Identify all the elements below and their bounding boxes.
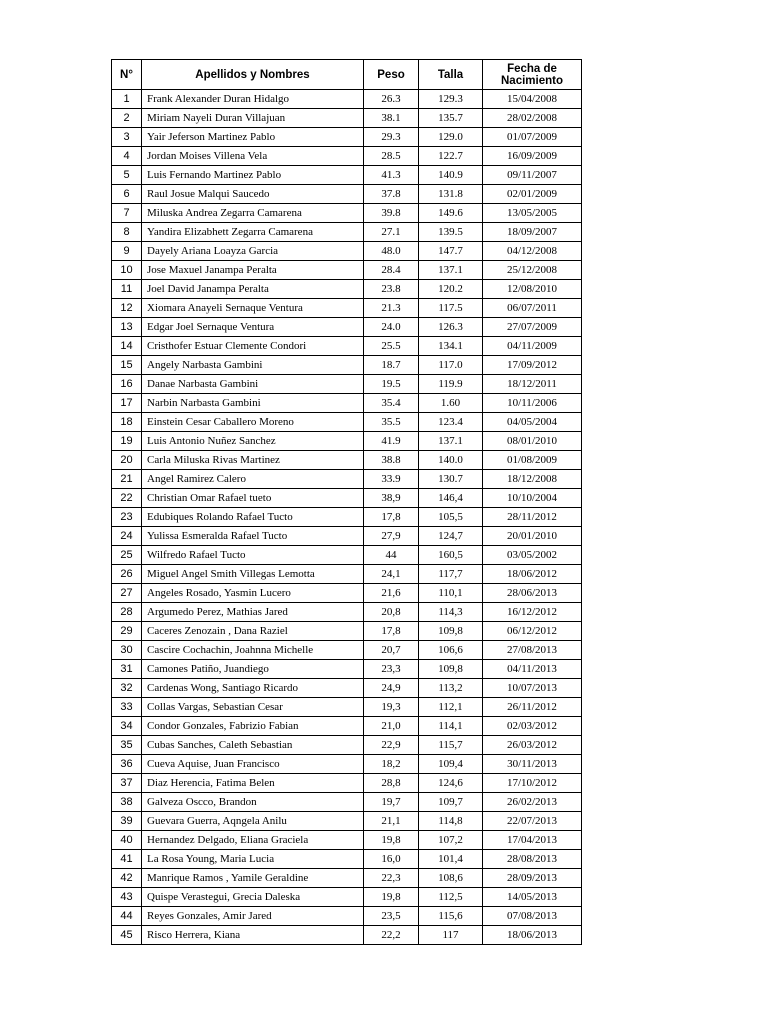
table-row (112, 261, 582, 280)
height-value: 124,7 (419, 527, 483, 546)
table-row (112, 223, 582, 242)
weight-value: 41.3 (364, 166, 419, 185)
height-value: 119.9 (419, 375, 483, 394)
table-row (112, 565, 582, 584)
table-row (112, 90, 582, 109)
row-number: 44 (112, 907, 142, 926)
student-name: Argumedo Perez, Mathias Jared (142, 603, 364, 622)
table-row (112, 109, 582, 128)
birth-date-value: 17/10/2012 (483, 774, 582, 793)
row-number: 8 (112, 223, 142, 242)
table-body (112, 90, 582, 945)
row-number: 25 (112, 546, 142, 565)
row-number: 26 (112, 565, 142, 584)
weight-value: 19,8 (364, 831, 419, 850)
header-height: Talla (419, 60, 483, 90)
table-row (112, 774, 582, 793)
row-number: 34 (112, 717, 142, 736)
height-value: 108,6 (419, 869, 483, 888)
birth-date-value: 30/11/2013 (483, 755, 582, 774)
height-value: 126.3 (419, 318, 483, 337)
birth-date-value: 07/08/2013 (483, 907, 582, 926)
birth-date-value: 06/07/2011 (483, 299, 582, 318)
height-value: 140.0 (419, 451, 483, 470)
row-number: 23 (112, 508, 142, 527)
student-name: Cubas Sanches, Caleth Sebastian (142, 736, 364, 755)
height-value: 109,7 (419, 793, 483, 812)
student-name: Reyes Gonzales, Amir Jared (142, 907, 364, 926)
birth-date-value: 22/07/2013 (483, 812, 582, 831)
birth-date-value: 26/11/2012 (483, 698, 582, 717)
weight-value: 20,7 (364, 641, 419, 660)
birth-date-value: 28/08/2013 (483, 850, 582, 869)
table-row (112, 622, 582, 641)
weight-value: 44 (364, 546, 419, 565)
weight-value: 18.7 (364, 356, 419, 375)
height-value: 114,8 (419, 812, 483, 831)
row-number: 40 (112, 831, 142, 850)
birth-date-value: 26/02/2013 (483, 793, 582, 812)
weight-value: 48.0 (364, 242, 419, 261)
student-name: Condor Gonzales, Fabrizio Fabian (142, 717, 364, 736)
height-value: 124,6 (419, 774, 483, 793)
height-value: 114,3 (419, 603, 483, 622)
student-name: Manrique Ramos , Yamile Geraldine (142, 869, 364, 888)
row-number: 15 (112, 356, 142, 375)
weight-value: 21.3 (364, 299, 419, 318)
student-name: Luis Fernando Martinez Pablo (142, 166, 364, 185)
birth-date-value: 09/11/2007 (483, 166, 582, 185)
weight-value: 20,8 (364, 603, 419, 622)
row-number: 11 (112, 280, 142, 299)
student-name: Danae Narbasta Gambini (142, 375, 364, 394)
birth-date-value: 18/06/2012 (483, 565, 582, 584)
weight-value: 35.5 (364, 413, 419, 432)
row-number: 31 (112, 660, 142, 679)
row-number: 18 (112, 413, 142, 432)
height-value: 117,7 (419, 565, 483, 584)
height-value: 117 (419, 926, 483, 945)
height-value: 139.5 (419, 223, 483, 242)
student-name: Edgar Joel Sernaque Ventura (142, 318, 364, 337)
birth-date-value: 20/01/2010 (483, 527, 582, 546)
height-value: 129.3 (419, 90, 483, 109)
height-value: 140.9 (419, 166, 483, 185)
student-name: Joel David Janampa Peralta (142, 280, 364, 299)
birth-date-value: 01/08/2009 (483, 451, 582, 470)
student-name: Christian Omar Rafael tueto (142, 489, 364, 508)
weight-value: 39.8 (364, 204, 419, 223)
table-row (112, 527, 582, 546)
table-row (112, 451, 582, 470)
weight-value: 24.0 (364, 318, 419, 337)
table-row (112, 432, 582, 451)
weight-value: 38.8 (364, 451, 419, 470)
weight-value: 35.4 (364, 394, 419, 413)
student-name: Luis Antonio Nuñez Sanchez (142, 432, 364, 451)
student-name: Einstein Cesar Caballero Moreno (142, 413, 364, 432)
row-number: 2 (112, 109, 142, 128)
student-name: Frank Alexander Duran Hidalgo (142, 90, 364, 109)
table-row (112, 850, 582, 869)
height-value: 129.0 (419, 128, 483, 147)
weight-value: 26.3 (364, 90, 419, 109)
row-number: 16 (112, 375, 142, 394)
weight-value: 23.8 (364, 280, 419, 299)
weight-value: 38.1 (364, 109, 419, 128)
student-name: Risco Herrera, Kiana (142, 926, 364, 945)
weight-value: 38,9 (364, 489, 419, 508)
row-number: 42 (112, 869, 142, 888)
student-name: Jordan Moises Villena Vela (142, 147, 364, 166)
row-number: 14 (112, 337, 142, 356)
row-number: 17 (112, 394, 142, 413)
birth-date-value: 28/09/2013 (483, 869, 582, 888)
table-row (112, 907, 582, 926)
row-number: 22 (112, 489, 142, 508)
student-name: Xiomara Anayeli Sernaque Ventura (142, 299, 364, 318)
weight-value: 28.4 (364, 261, 419, 280)
birth-date-value: 12/08/2010 (483, 280, 582, 299)
table-row (112, 698, 582, 717)
birth-date-value: 02/03/2012 (483, 717, 582, 736)
height-value: 135.7 (419, 109, 483, 128)
table-row (112, 147, 582, 166)
student-name: Yulissa Esmeralda Rafael Tucto (142, 527, 364, 546)
height-value: 109,4 (419, 755, 483, 774)
row-number: 29 (112, 622, 142, 641)
student-name: Jose Maxuel Janampa Peralta (142, 261, 364, 280)
weight-value: 37.8 (364, 185, 419, 204)
table-row (112, 755, 582, 774)
birth-date-value: 03/05/2002 (483, 546, 582, 565)
table-row (112, 204, 582, 223)
row-number: 24 (112, 527, 142, 546)
student-name: Cristhofer Estuar Clemente Condori (142, 337, 364, 356)
birth-date-value: 14/05/2013 (483, 888, 582, 907)
table-row (112, 356, 582, 375)
table-row (112, 660, 582, 679)
birth-date-value: 02/01/2009 (483, 185, 582, 204)
birth-date-value: 08/01/2010 (483, 432, 582, 451)
table-row (112, 717, 582, 736)
birth-date-value: 27/07/2009 (483, 318, 582, 337)
student-name: Cardenas Wong, Santiago Ricardo (142, 679, 364, 698)
birth-date-value: 18/09/2007 (483, 223, 582, 242)
table-row (112, 470, 582, 489)
student-name: Miluska Andrea Zegarra Camarena (142, 204, 364, 223)
student-name: Collas Vargas, Sebastian Cesar (142, 698, 364, 717)
row-number: 12 (112, 299, 142, 318)
table-row (112, 584, 582, 603)
table-row (112, 337, 582, 356)
birth-date-value: 16/09/2009 (483, 147, 582, 166)
weight-value: 28,8 (364, 774, 419, 793)
student-name: Guevara Guerra, Aqngela Anilu (142, 812, 364, 831)
table-row (112, 299, 582, 318)
row-number: 37 (112, 774, 142, 793)
student-name: Raul Josue Malqui Saucedo (142, 185, 364, 204)
weight-value: 19,7 (364, 793, 419, 812)
height-value: 114,1 (419, 717, 483, 736)
table-row (112, 489, 582, 508)
row-number: 10 (112, 261, 142, 280)
header-names: Apellidos y Nombres (142, 60, 364, 90)
table-row (112, 831, 582, 850)
weight-value: 23,3 (364, 660, 419, 679)
row-number: 5 (112, 166, 142, 185)
weight-value: 29.3 (364, 128, 419, 147)
birth-date-value: 04/11/2009 (483, 337, 582, 356)
table-row (112, 546, 582, 565)
table-row (112, 280, 582, 299)
weight-value: 17,8 (364, 508, 419, 527)
birth-date-value: 18/06/2013 (483, 926, 582, 945)
weight-value: 21,0 (364, 717, 419, 736)
row-number: 6 (112, 185, 142, 204)
row-number: 21 (112, 470, 142, 489)
height-value: 137.1 (419, 261, 483, 280)
table-row (112, 888, 582, 907)
header-number: N° (112, 60, 142, 90)
table-row (112, 375, 582, 394)
header-weight: Peso (364, 60, 419, 90)
student-name: Angeles Rosado, Yasmin Lucero (142, 584, 364, 603)
height-value: 105,5 (419, 508, 483, 527)
height-value: 134.1 (419, 337, 483, 356)
row-number: 32 (112, 679, 142, 698)
birth-date-value: 16/12/2012 (483, 603, 582, 622)
student-name: Caceres Zenozain , Dana Raziel (142, 622, 364, 641)
height-value: 146,4 (419, 489, 483, 508)
birth-date-value: 15/04/2008 (483, 90, 582, 109)
student-name: Cueva Aquise, Juan Francisco (142, 755, 364, 774)
student-roster-table (111, 59, 582, 945)
student-name: Wilfredo Rafael Tucto (142, 546, 364, 565)
student-name: Quispe Verastegui, Grecia Daleska (142, 888, 364, 907)
birth-date-value: 06/12/2012 (483, 622, 582, 641)
student-name: Miguel Angel Smith Villegas Lemotta (142, 565, 364, 584)
height-value: 106,6 (419, 641, 483, 660)
weight-value: 21,1 (364, 812, 419, 831)
birth-date-value: 17/09/2012 (483, 356, 582, 375)
birth-date-value: 13/05/2005 (483, 204, 582, 223)
height-value: 1.60 (419, 394, 483, 413)
weight-value: 17,8 (364, 622, 419, 641)
height-value: 123.4 (419, 413, 483, 432)
student-name: Angely Narbasta Gambini (142, 356, 364, 375)
table-row (112, 508, 582, 527)
weight-value: 19,8 (364, 888, 419, 907)
row-number: 1 (112, 90, 142, 109)
student-name: Galveza Oscco, Brandon (142, 793, 364, 812)
table-row (112, 926, 582, 945)
weight-value: 16,0 (364, 850, 419, 869)
height-value: 109,8 (419, 660, 483, 679)
birth-date-value: 04/12/2008 (483, 242, 582, 261)
weight-value: 33.9 (364, 470, 419, 489)
height-value: 117.0 (419, 356, 483, 375)
student-name: Diaz Herencia, Fatima Belen (142, 774, 364, 793)
row-number: 9 (112, 242, 142, 261)
row-number: 43 (112, 888, 142, 907)
weight-value: 22,9 (364, 736, 419, 755)
row-number: 3 (112, 128, 142, 147)
height-value: 122.7 (419, 147, 483, 166)
birth-date-value: 10/11/2006 (483, 394, 582, 413)
student-name: Narbin Narbasta Gambini (142, 394, 364, 413)
weight-value: 19.5 (364, 375, 419, 394)
row-number: 35 (112, 736, 142, 755)
table-row (112, 394, 582, 413)
weight-value: 24,1 (364, 565, 419, 584)
height-value: 160,5 (419, 546, 483, 565)
table-header (112, 60, 582, 90)
row-number: 20 (112, 451, 142, 470)
student-name: Edubiques Rolando Rafael Tucto (142, 508, 364, 527)
weight-value: 22,2 (364, 926, 419, 945)
height-value: 107,2 (419, 831, 483, 850)
height-value: 149.6 (419, 204, 483, 223)
birth-date-value: 25/12/2008 (483, 261, 582, 280)
weight-value: 27,9 (364, 527, 419, 546)
height-value: 101,4 (419, 850, 483, 869)
table-row (112, 242, 582, 261)
height-value: 147.7 (419, 242, 483, 261)
height-value: 117.5 (419, 299, 483, 318)
birth-date-value: 27/08/2013 (483, 641, 582, 660)
row-number: 39 (112, 812, 142, 831)
height-value: 115,7 (419, 736, 483, 755)
weight-value: 21,6 (364, 584, 419, 603)
birth-date-value: 10/10/2004 (483, 489, 582, 508)
table-row (112, 166, 582, 185)
birth-date-value: 17/04/2013 (483, 831, 582, 850)
weight-value: 22,3 (364, 869, 419, 888)
student-name: Hernandez Delgado, Eliana Graciela (142, 831, 364, 850)
birth-date-value: 18/12/2008 (483, 470, 582, 489)
birth-date-value: 28/02/2008 (483, 109, 582, 128)
row-number: 28 (112, 603, 142, 622)
table-row (112, 812, 582, 831)
row-number: 19 (112, 432, 142, 451)
height-value: 109,8 (419, 622, 483, 641)
birth-date-value: 28/11/2012 (483, 508, 582, 527)
height-value: 120.2 (419, 280, 483, 299)
table-row (112, 603, 582, 622)
table-row (112, 318, 582, 337)
row-number: 45 (112, 926, 142, 945)
row-number: 41 (112, 850, 142, 869)
weight-value: 41.9 (364, 432, 419, 451)
weight-value: 24,9 (364, 679, 419, 698)
student-name: Cascire Cochachin, Joahnna Michelle (142, 641, 364, 660)
birth-date-value: 28/06/2013 (483, 584, 582, 603)
height-value: 115,6 (419, 907, 483, 926)
birth-date-value: 10/07/2013 (483, 679, 582, 698)
weight-value: 23,5 (364, 907, 419, 926)
table-row (112, 185, 582, 204)
height-value: 112,5 (419, 888, 483, 907)
height-value: 110,1 (419, 584, 483, 603)
height-value: 130.7 (419, 470, 483, 489)
weight-value: 28.5 (364, 147, 419, 166)
table-row (112, 679, 582, 698)
table-row (112, 793, 582, 812)
weight-value: 25.5 (364, 337, 419, 356)
table-row (112, 128, 582, 147)
row-number: 33 (112, 698, 142, 717)
row-number: 13 (112, 318, 142, 337)
height-value: 131.8 (419, 185, 483, 204)
header-birth-date: Fecha de Nacimiento (483, 60, 582, 90)
student-name: Camones Patiño, Juandiego (142, 660, 364, 679)
row-number: 38 (112, 793, 142, 812)
table-row (112, 736, 582, 755)
birth-date-value: 04/05/2004 (483, 413, 582, 432)
row-number: 7 (112, 204, 142, 223)
student-name: Yair Jeferson Martinez Pablo (142, 128, 364, 147)
student-name: Yandira Elizabhett Zegarra Camarena (142, 223, 364, 242)
student-roster-sheet (111, 59, 581, 945)
student-name: Carla Miluska Rivas Martinez (142, 451, 364, 470)
height-value: 112,1 (419, 698, 483, 717)
weight-value: 19,3 (364, 698, 419, 717)
student-name: La Rosa Young, Maria Lucia (142, 850, 364, 869)
student-name: Angel Ramirez Calero (142, 470, 364, 489)
height-value: 137.1 (419, 432, 483, 451)
table-row (112, 413, 582, 432)
row-number: 36 (112, 755, 142, 774)
birth-date-value: 18/12/2011 (483, 375, 582, 394)
birth-date-value: 26/03/2012 (483, 736, 582, 755)
table-row (112, 641, 582, 660)
student-name: Dayely Ariana Loayza Garcia (142, 242, 364, 261)
weight-value: 27.1 (364, 223, 419, 242)
weight-value: 18,2 (364, 755, 419, 774)
header-row (112, 60, 582, 90)
row-number: 4 (112, 147, 142, 166)
row-number: 27 (112, 584, 142, 603)
student-name: Miriam Nayeli Duran Villajuan (142, 109, 364, 128)
birth-date-value: 01/07/2009 (483, 128, 582, 147)
height-value: 113,2 (419, 679, 483, 698)
birth-date-value: 04/11/2013 (483, 660, 582, 679)
row-number: 30 (112, 641, 142, 660)
table-row (112, 869, 582, 888)
